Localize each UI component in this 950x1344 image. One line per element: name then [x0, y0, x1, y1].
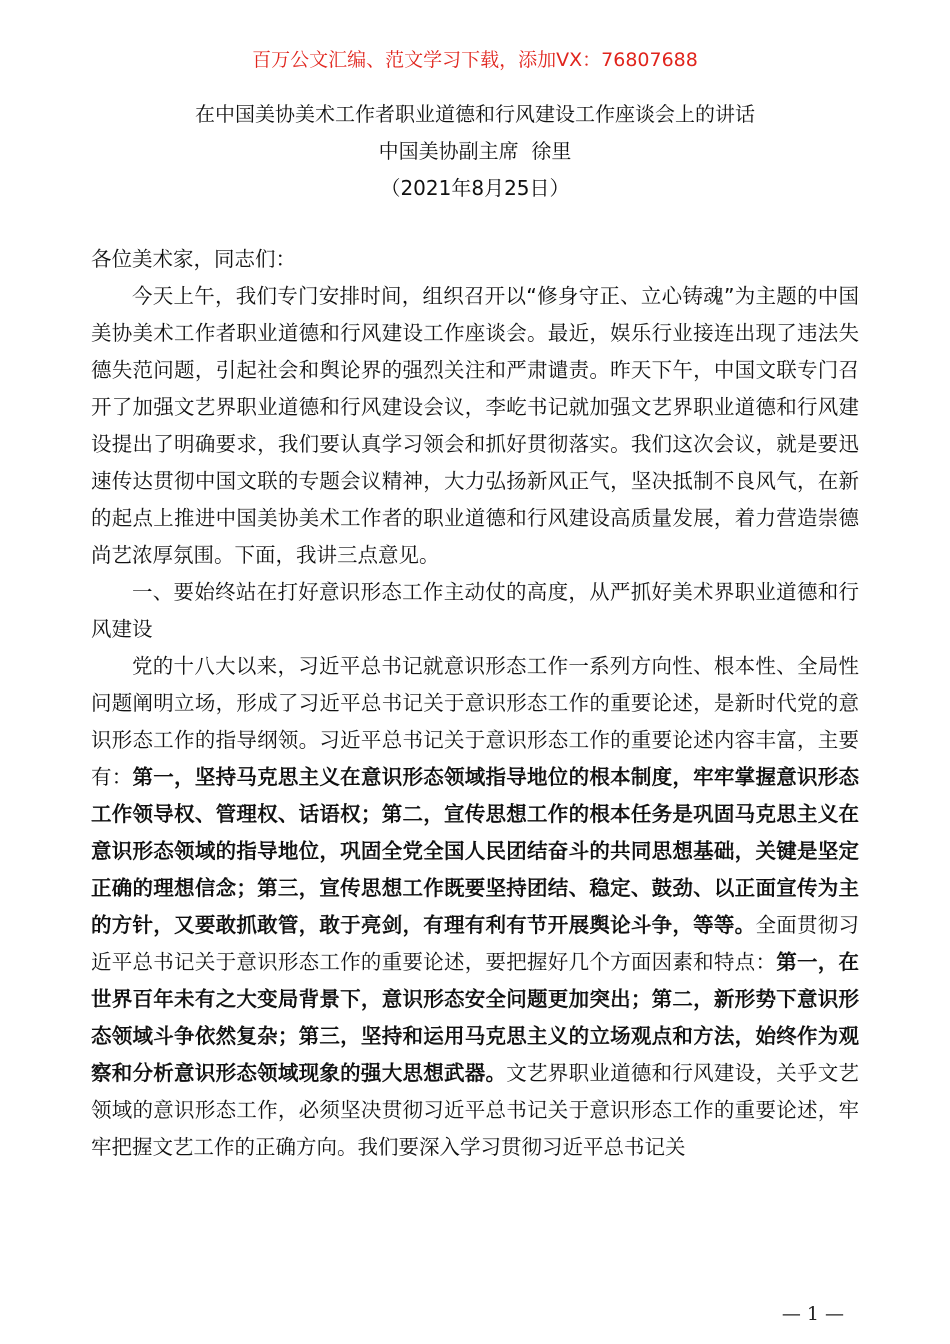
paragraph-section-1	[91, 648, 859, 1166]
paragraph-text: 全面贯彻习近平总书记关于意识形态工作的重要论述，要把握好几个方面因素和特点：	[91, 913, 860, 974]
speaker-line: 中国美协副主席 徐里	[378, 139, 572, 163]
salutation: 各位美术家，同志们：	[91, 247, 296, 271]
document-title: 在中国美协美术工作者职业道德和行风建设工作座谈会上的讲话	[195, 102, 755, 126]
paragraph-text: 党的十八大以来，习近平总书记就意识形态工作一系列方向性、根本性、全局性问题阐明立场，形成了习近平总书记关于意识形态工作的重要论述，是新时代党的意识形态工作的指导纲领。习近平总书记关于意识形态工作的重要论述内容丰富，主要有：	[91, 654, 859, 789]
document-title-block	[0, 96, 950, 207]
bold-text: 第一，在世界百年未有之大变局背景下，意识形态安全问题更加突出；第二，新形势下意识形态领域斗争依然复杂；第三，坚持和运用马克思主义的立场观点和方法，始终作为观察和分析意识形态领域现象的强大思想武器。	[91, 950, 860, 1085]
banner-ad-text: 百万公文汇编、范文学习下载，添加VX：76807688	[252, 49, 698, 71]
document-body	[91, 241, 859, 1166]
speech-date: （2021年8月25日）	[380, 176, 570, 200]
page-number: — 1 —	[781, 1303, 844, 1325]
bold-text: 第一，坚持马克思主义在意识形态领域指导地位的根本制度，牢牢掌握意识形态工作领导权、管理权、话语权；第二，宣传思想工作的根本任务是巩固马克思主义在意识形态领域的指导地位，巩固全党全国人民团结奋斗的共同思想基础，关键是坚定正确的理想信念；第三，宣传思想工作既要坚持团结、稳定、鼓劲、以正面宣传为主的方针，又要敢抓敢管，敢于亮剑，有理有利有节开展舆论斗争，等等。	[91, 765, 860, 937]
section-heading-1: 一、要始终站在打好意识形态工作主动仗的高度，从严抓好美术界职业道德和行风建设	[91, 580, 859, 641]
paragraph-intro: 今天上午，我们专门安排时间，组织召开以“修身守正、立心铸魂”为主题的中国美协美术工作者职业道德和行风建设工作座谈会。最近，娱乐行业接连出现了违法失德失范问题，引起社会和舆论界的强烈关注和严肃谴责。昨天下午，中国文联专门召开了加强文艺界职业道德和行风建设会议，李屹书记就加强文艺界职业道德和行风建设提出了明确要求，我们要认真学习领会和抓好贯彻落实。我们这次会议，就是要迅速传达贯彻中国文联的专题会议精神，大力弘扬新风正气，坚决抵制不良风气，在新的起点上推进中国美协美术工作者的职业道德和行风建设高质量发展，着力营造崇德尚艺浓厚氛围。下面，我讲三点意见。	[91, 284, 859, 567]
paragraph-text: 文艺界职业道德和行风建设，关乎文艺领域的意识形态工作，必须坚决贯彻习近平总书记关于意识形态工作的重要论述，牢牢把握文艺工作的正确方向。我们要深入学习贯彻习近平总书记关	[91, 1061, 860, 1159]
